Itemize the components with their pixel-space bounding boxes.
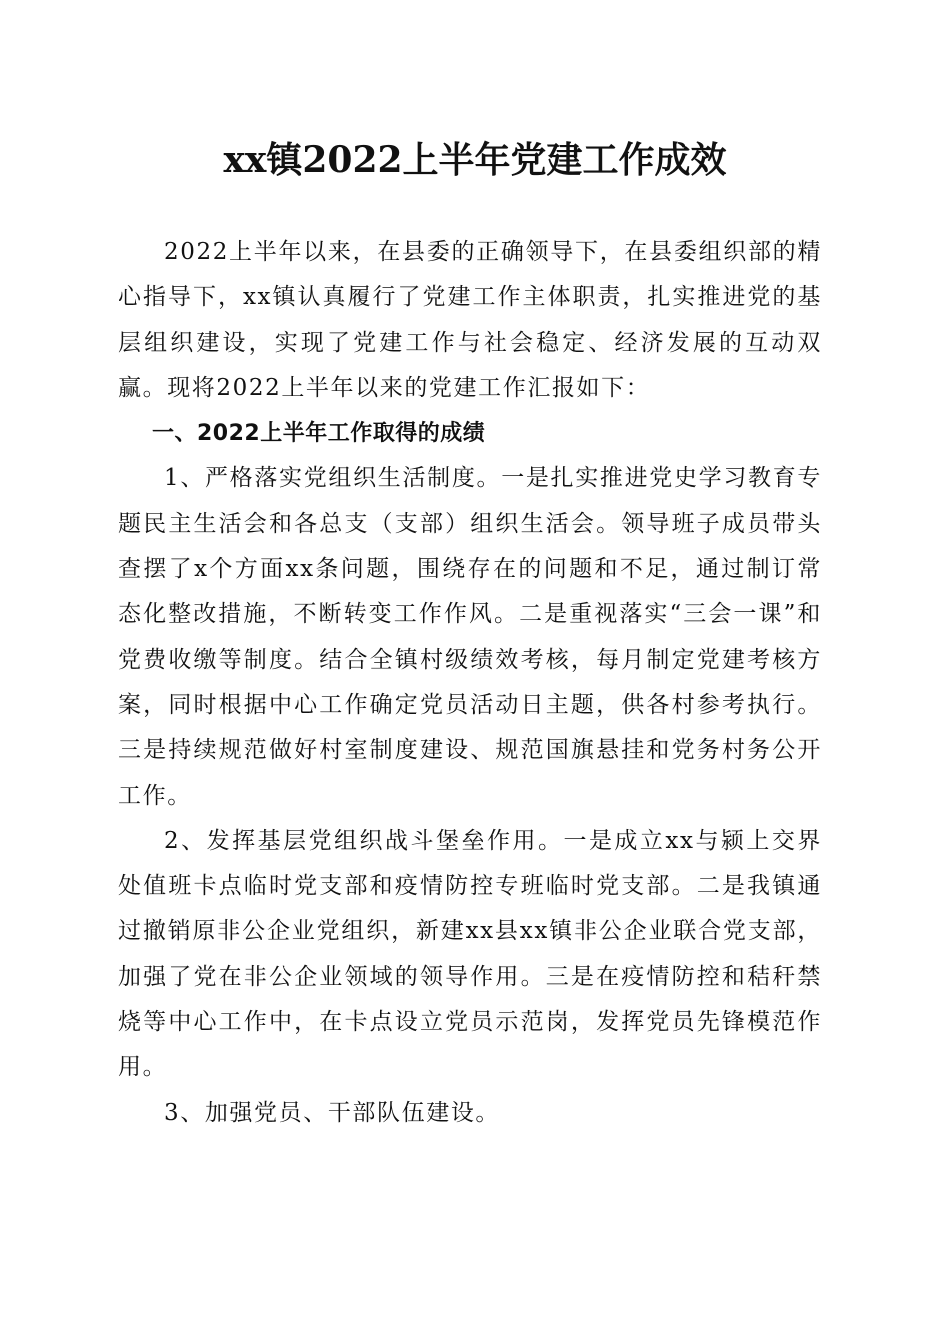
item-paragraph-2: 2、发挥基层党组织战斗堡垒作用。一是成立xx与颍上交界处值班卡点临时党支部和疫情防控专班临时党支部。二是我镇通过撤销原非公企业党组织，新建xx县xx镇非公企业联合党支部，加强了党在非公企业领域的领导作用。三是在疫情防控和秸秆禁烧等中心工作中，在卡点设立党员示范岗，发挥党员先锋模范作用。	[118, 827, 822, 1081]
document-title: xx镇2022上半年党建工作成效	[223, 139, 727, 181]
item-paragraph-3: 3、加强党员、干部队伍建设。	[164, 1099, 501, 1126]
item-paragraph-1: 1、严格落实党组织生活制度。一是扎实推进党史学习教育专题民主生活会和各总支（支部）组织生活会。领导班子成员带头查摆了x个方面xx条问题，围绕存在的问题和不足，通过制订常态化整改措施，不断转变工作作风。二是重视落实“三会一课”和党费收缴等制度。结合全镇村级绩效考核，每月制定党建考核方案，同时根据中心工作确定党员活动日主题，供各村参考执行。三是持续规范做好村室制度建设、规范国旗悬挂和党务村务公开工作。	[118, 465, 822, 809]
intro-paragraph: 2022上半年以来，在县委的正确领导下，在县委组织部的精心指导下，xx镇认真履行了党建工作主体职责，扎实推进党的基层组织建设，实现了党建工作与社会稳定、经济发展的互动双赢。现将2022上半年以来的党建工作汇报如下：	[118, 239, 822, 401]
section-heading: 一、2022上半年工作取得的成绩	[152, 421, 486, 447]
document-body	[118, 230, 822, 1136]
